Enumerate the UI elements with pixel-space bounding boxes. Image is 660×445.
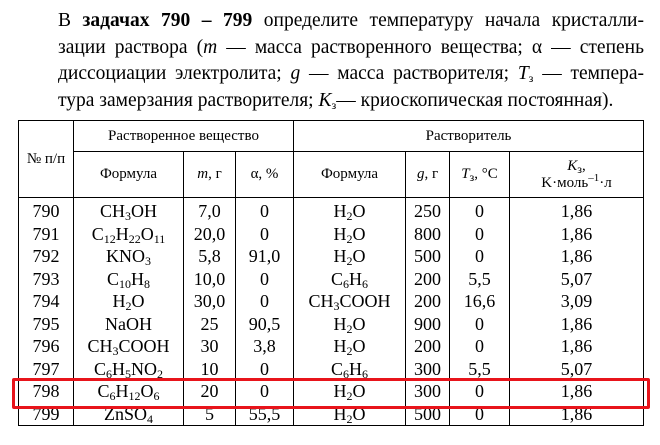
cell-g: 500 (406, 245, 450, 268)
cell-solvent-formula: $H_2O$ (294, 198, 406, 223)
cell-k: 3,09 (510, 290, 644, 313)
cell-g: 300 (406, 358, 450, 381)
cell-k: 1,86 (510, 380, 644, 403)
cell-t: 0 (450, 245, 510, 268)
cell-t: 0 (450, 403, 510, 426)
cell-m: 25 (184, 313, 236, 336)
cell-alpha: 3,8 (236, 335, 294, 358)
table-row (19, 313, 644, 336)
cell-t: 16,6 (450, 290, 510, 313)
cell-solvent-formula: $C_6H_6$ (294, 268, 406, 291)
cell-num: 797 (19, 358, 74, 381)
intro-line-4: тура замерзания растворителя; $K_з—$ криоскопическая постоянная). (58, 89, 614, 112)
cell-alpha: 0 (236, 198, 294, 223)
cell-num: 793 (19, 268, 74, 291)
header-g: g, г (406, 152, 450, 198)
cell-solvent-formula: $H_2O$ (294, 380, 406, 403)
cell-k: 5,07 (510, 268, 644, 291)
cell-solvent-formula: $H_2O$ (294, 223, 406, 246)
cell-g: 200 (406, 335, 450, 358)
header-num: № п/п (19, 121, 74, 198)
cell-solvent-formula: $H_2O$ (294, 403, 406, 426)
cell-solute-formula: $C_{10}H_8$ (74, 268, 184, 291)
header-solvent-formula: Формула (294, 152, 406, 198)
header-t: $T_з$, °C (450, 152, 510, 198)
cell-num: 792 (19, 245, 74, 268)
table-row (19, 268, 644, 291)
cell-alpha: 55,5 (236, 403, 294, 426)
cell-m: 30 (184, 335, 236, 358)
cell-num: 799 (19, 403, 74, 426)
cell-m: 20,0 (184, 223, 236, 246)
cell-num: 795 (19, 313, 74, 336)
cell-alpha: 0 (236, 223, 294, 246)
cell-t: 0 (450, 313, 510, 336)
cell-solute-formula: $C_6H_5NO_2$ (74, 358, 184, 381)
header-alpha: α, % (236, 152, 294, 198)
cell-solvent-formula: $CH_3COOH$ (294, 290, 406, 313)
cell-alpha: 0 (236, 290, 294, 313)
cell-g: 500 (406, 403, 450, 426)
cell-alpha: 91,0 (236, 245, 294, 268)
cell-num: 798 (19, 380, 74, 403)
cell-num: 791 (19, 223, 74, 246)
cell-m: 10 (184, 358, 236, 381)
header-m: m, г (184, 152, 236, 198)
cell-alpha: 0 (236, 268, 294, 291)
cell-g: 800 (406, 223, 450, 246)
cell-solvent-formula: $H_2O$ (294, 313, 406, 336)
table-row (19, 380, 644, 403)
header-solute-group: Растворенное вещество (74, 121, 294, 152)
cell-t: 0 (450, 335, 510, 358)
table-row (19, 358, 644, 381)
cell-solute-formula: $KNO_3$ (74, 245, 184, 268)
table-row (19, 198, 644, 223)
header-solvent-group: Растворитель (294, 121, 644, 152)
table-row (19, 245, 644, 268)
cell-m: 5,8 (184, 245, 236, 268)
cell-num: 796 (19, 335, 74, 358)
cell-alpha: 0 (236, 380, 294, 403)
cell-m: 10,0 (184, 268, 236, 291)
cell-m: 30,0 (184, 290, 236, 313)
cell-t: 0 (450, 198, 510, 223)
cell-k: 1,86 (510, 313, 644, 336)
cell-solvent-formula: $H_2O$ (294, 335, 406, 358)
data-table (18, 120, 644, 426)
cell-k: 1,86 (510, 403, 644, 426)
intro-line-2: зации раствора (m — масса растворенного вещества; α — степень (58, 36, 644, 58)
cell-m: 5 (184, 403, 236, 426)
cell-alpha: 90,5 (236, 313, 294, 336)
intro-line-3: диссоциации электролита; g — масса растворителя; $T_з$ — темпера- (58, 63, 645, 85)
cell-t: 0 (450, 223, 510, 246)
cell-g: 250 (406, 198, 450, 223)
intro-line-1: В задачах 790 – 799 определите температуру начала кристалли- (58, 10, 644, 31)
cell-g: 300 (406, 380, 450, 403)
header-k: $K_з$, K·моль$^{-1}$·л (510, 152, 644, 198)
cell-m: 20 (184, 380, 236, 403)
cell-k: 1,86 (510, 245, 644, 268)
cell-k: 1,86 (510, 223, 644, 246)
cell-solute-formula: NaOH (74, 313, 184, 336)
cell-solvent-formula: $C_6H_6$ (294, 358, 406, 381)
cell-solute-formula: $CH_3OH$ (74, 198, 184, 223)
cell-k: 1,86 (510, 335, 644, 358)
cell-t: 5,5 (450, 358, 510, 381)
table-body (19, 198, 644, 426)
cell-alpha: 0 (236, 358, 294, 381)
cell-k: 5,07 (510, 358, 644, 381)
table-row (19, 335, 644, 358)
cell-solute-formula: $C_{12}H_{22}O_{11}$ (74, 223, 184, 246)
intro-paragraph (18, 8, 644, 114)
cell-g: 900 (406, 313, 450, 336)
cell-t: 0 (450, 380, 510, 403)
cell-solute-formula: $H_2O$ (74, 290, 184, 313)
cell-num: 794 (19, 290, 74, 313)
table-row (19, 403, 644, 426)
cell-k: 1,86 (510, 198, 644, 223)
cell-solute-formula: $C_6H_{12}O_6$ (74, 380, 184, 403)
cell-g: 200 (406, 290, 450, 313)
cell-solute-formula: ZnSO$_4$ (74, 403, 184, 426)
cell-t: 5,5 (450, 268, 510, 291)
cell-g: 200 (406, 268, 450, 291)
cell-solute-formula: $CH_3COOH$ (74, 335, 184, 358)
table-row (19, 223, 644, 246)
header-formula: Формула (74, 152, 184, 198)
table-row (19, 290, 644, 313)
cell-m: 7,0 (184, 198, 236, 223)
cell-num: 790 (19, 198, 74, 223)
cell-solvent-formula: $H_2O$ (294, 245, 406, 268)
